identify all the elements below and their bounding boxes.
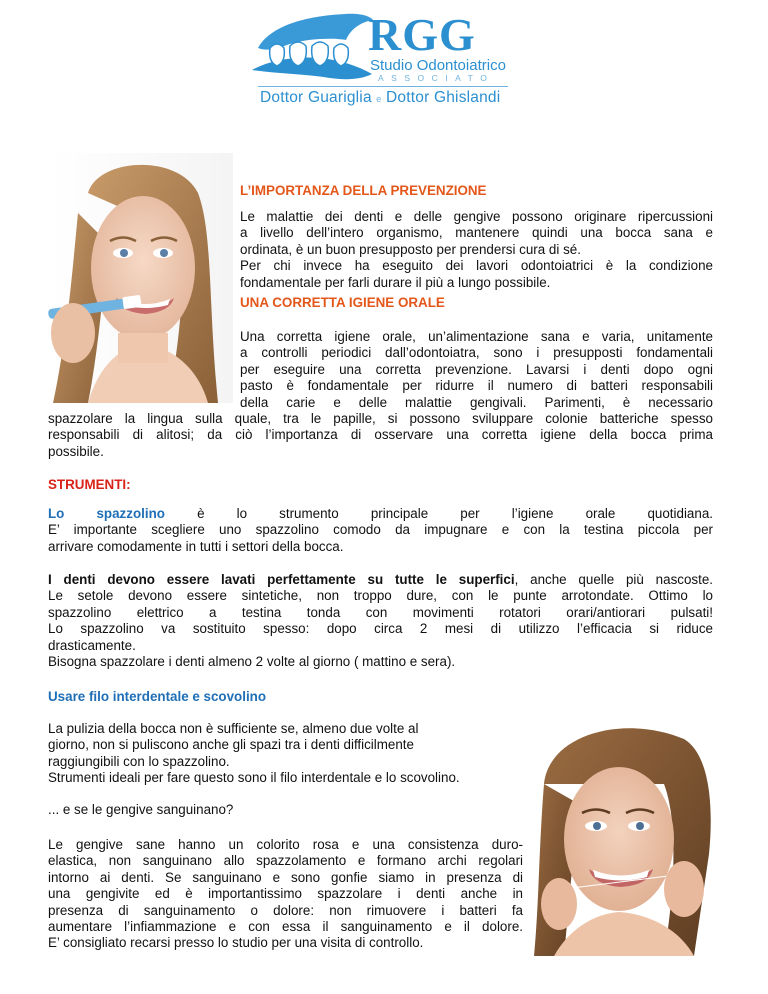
section4-line: giorno, non si puliscono anche gli spazi tra i denti difficilmente [48, 737, 414, 753]
section3-line-rest: , anche quelle più nascoste. [514, 572, 713, 587]
section1-paragraph [240, 209, 713, 291]
section2-line: pasto è fondamentale per ridurre il numero di batteri responsabili [240, 378, 713, 394]
section2-line: spazzolare la lingua sulla quale, tra le papille, si possono sviluppare colonie batteriche spesso [48, 411, 713, 426]
logo-divider [258, 86, 508, 87]
logo-doctors [260, 89, 500, 108]
section1-line: fondamentale per farli durare il più a lungo possibile. [240, 274, 551, 290]
logo-associato: ASSOCIATO [378, 73, 495, 83]
section4-line: La pulizia della bocca non è sufficiente se, almeno due volte al [48, 721, 419, 736]
logo-brand: RGG [368, 9, 476, 60]
section3-line-rest: è lo strumento principale per l’igiene orale quotidiana. [197, 506, 713, 521]
section-title-igiene-orale: UNA CORRETTA IGIENE ORALE [240, 295, 445, 310]
section4-question [48, 802, 523, 818]
gengive-question: ... e se le gengive sanguinano? [48, 802, 234, 817]
spazzolino-highlight: Lo spazzolino [48, 506, 165, 521]
section1-line: a livello dell’intero organismo, mantenere quindi una bocca sana e [240, 225, 713, 241]
section4-line: una gengivite ed è importantissimo spazzolare i denti anche in [48, 886, 523, 902]
section4-line: elastica, non sanguinano allo spazzolamento e formano archi regolari [48, 853, 523, 869]
section2-line: responsabili di alitosi; da ciò l’importanza di osservare una corretta igiene della bocca prima [48, 427, 713, 443]
section1-line: Le malattie dei denti e delle gengive possono originare ripercussioni [240, 209, 713, 224]
section3-line: spazzolino elettrico a testina tonda con movimenti rotatori orari/antiorari pulsati! [48, 604, 713, 620]
section3-line: drasticamente. [48, 637, 136, 653]
section-title-filo-interdentale: Usare filo interdentale e scovolino [48, 689, 267, 704]
section1-line: Per chi invece ha eseguito dei lavori odontoiatrici è la condizione [240, 258, 713, 274]
section-title-prevenzione: L’IMPORTANZA DELLA PREVENZIONE [240, 183, 487, 198]
section2-paragraph-indented [240, 329, 713, 411]
doctor1-prefix: Dottor [260, 89, 304, 106]
section4-line: presenza di sanguinamento o dolore: non rimuovere i batteri fa [48, 902, 523, 918]
section4-line: intorno ai denti. Se sanguinano e sono gonfie siamo in presenza di [48, 869, 523, 885]
section3-line: E’ importante scegliere uno spazzolino comodo da impugnare e con la testina piccola per [48, 522, 713, 538]
section4-line: Le gengive sane hanno un colorito rosa e una consistenza duro- [48, 837, 523, 852]
section4-paragraph-2 [48, 837, 523, 952]
studio-logo [250, 8, 515, 108]
section3-line: Bisogna spazzolare i denti almeno 2 volte al giorno ( mattino e sera). [48, 654, 456, 670]
section2-line: possibile. [48, 443, 104, 459]
section2-line: a controlli periodici dall’odontoiatra, sono i presupposti fondamentali [240, 345, 713, 361]
section3-line: Le setole devono essere sintetiche, non troppo dure, con le punte arrotondate. Ottimo lo [48, 588, 713, 604]
section2-line: della carie e delle malattie gengivali. Parimenti, è necessario [240, 394, 713, 410]
woman-flossing-photo [534, 714, 714, 956]
doctor2-name: Ghislandi [433, 89, 501, 106]
woman-brushing-teeth-photo [48, 153, 233, 403]
section2-line: per eseguire una corretta prevenzione. Lavarsi i denti dopo ogni [240, 361, 713, 377]
logo-wave-teeth-icon [250, 8, 375, 86]
superfici-bold: I denti devono essere lavati perfettamente su tutte le superfici [48, 572, 515, 587]
section3-line: Lo spazzolino va sostituito spesso: dopo circa 2 mesi di utilizzo l’efficacia si riduce [48, 621, 713, 637]
section3-line: arrivare comodamente in tutti i settori della bocca. [48, 538, 344, 554]
section3-paragraph-1 [48, 506, 713, 555]
doctor2-prefix: Dottor [386, 89, 430, 106]
section4-line: aumentare l’infiammazione e con essa il sanguinamento e il dolore. [48, 919, 523, 935]
section4-line: raggiungibili con lo spazzolino. [48, 753, 230, 769]
logo-studio: Studio Odontoiatrico [370, 57, 506, 74]
section2-line: Una corretta igiene orale, un’alimentazione sana e varia, unitamente [240, 329, 713, 344]
section4-paragraph-1 [48, 721, 523, 787]
section3-paragraph-2 [48, 572, 713, 670]
section1-line: ordinata, è un buon presupposto per prendersi cura di sé. [240, 241, 581, 257]
section2-paragraph-full [48, 411, 713, 460]
section4-line: E’ consigliato recarsi presso lo studio per una visita di controllo. [48, 935, 424, 951]
section3-line [48, 572, 713, 588]
section-title-strumenti: STRUMENTI: [48, 477, 131, 492]
logo-conjunction: e [376, 94, 382, 104]
section3-line [48, 506, 713, 522]
doctor1-name: Guariglia [307, 89, 372, 106]
section4-line: Strumenti ideali per fare questo sono il filo interdentale e lo scovolino. [48, 770, 460, 786]
